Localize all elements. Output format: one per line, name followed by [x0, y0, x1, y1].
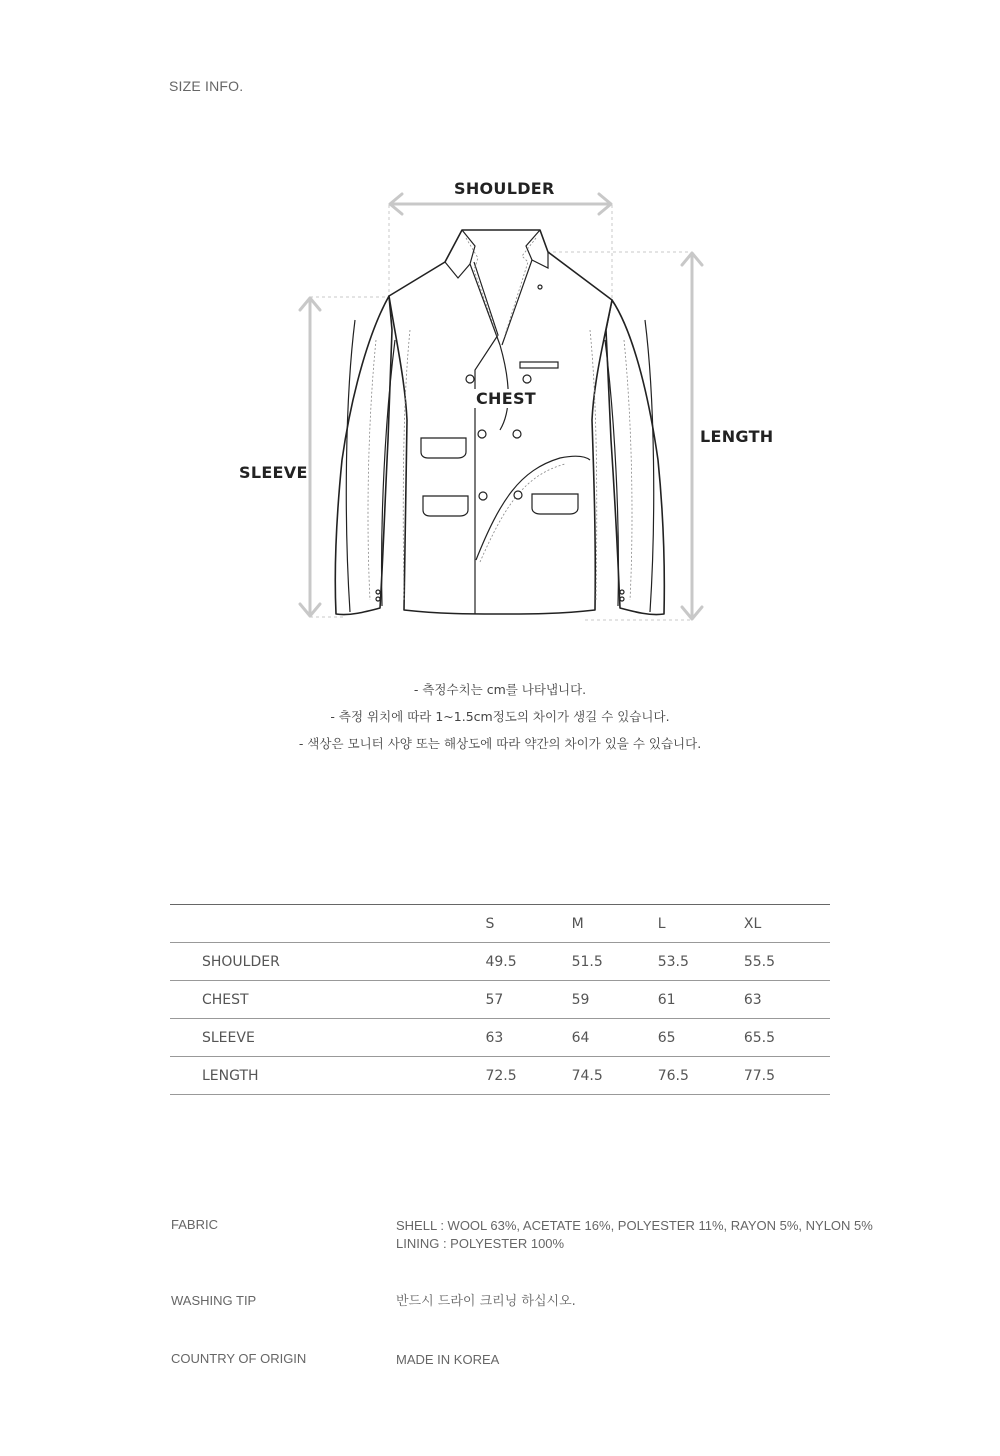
section-title: SIZE INFO.: [169, 78, 244, 94]
table-cell: 61: [658, 981, 744, 1019]
note-line: - 색상은 모니터 사양 또는 해상도에 따라 약간의 차이가 있을 수 있습니다.: [298, 736, 702, 751]
fabric-label: FABRIC: [171, 1217, 218, 1232]
table-cell: 74.5: [572, 1057, 658, 1095]
sleeve-label: SLEEVE: [239, 463, 308, 482]
fabric-shell: SHELL : WOOL 63%, ACETATE 16%, POLYESTER 11%, RAYON 5%, NYLON 5%: [396, 1218, 873, 1233]
table-cell: 49.5: [485, 943, 571, 981]
origin-label: COUNTRY OF ORIGIN: [171, 1351, 307, 1366]
measurement-notes: [0, 681, 1000, 762]
header-cell-size-xl: XL: [744, 905, 830, 943]
fabric-lining: LINING : POLYESTER 100%: [396, 1236, 565, 1251]
table-cell: 53.5: [658, 943, 744, 981]
table-cell: 59: [572, 981, 658, 1019]
washing-value: 반드시 드라이 크리닝 하십시오.: [396, 1294, 576, 1309]
table-cell: 63: [744, 981, 830, 1019]
header-cell-size-m: M: [572, 905, 658, 943]
table-cell: 64: [572, 1019, 658, 1057]
row-label: SLEEVE: [170, 1019, 485, 1057]
jacket-outline: [335, 230, 664, 615]
table-cell: 57: [485, 981, 571, 1019]
table-row: [170, 1019, 830, 1057]
table-header-row: [170, 905, 830, 943]
table-cell: 65: [658, 1019, 744, 1057]
row-label: SHOULDER: [170, 943, 485, 981]
fabric-value: [396, 1217, 896, 1253]
origin-value: MADE IN KOREA: [396, 1352, 500, 1367]
table-row: [170, 981, 830, 1019]
row-label: LENGTH: [170, 1057, 485, 1095]
header-cell-size-l: L: [658, 905, 744, 943]
table-cell: 72.5: [485, 1057, 571, 1095]
washing-label: WASHING TIP: [171, 1293, 257, 1308]
chest-label: CHEST: [476, 389, 536, 408]
shoulder-label: SHOULDER: [454, 179, 555, 198]
row-label: CHEST: [170, 981, 485, 1019]
table-cell: 63: [485, 1019, 571, 1057]
table-row: [170, 1057, 830, 1095]
table-cell: 55.5: [744, 943, 830, 981]
table-cell: 51.5: [572, 943, 658, 981]
jacket-size-diagram: [0, 150, 1000, 650]
table-row: [170, 943, 830, 981]
length-label: LENGTH: [700, 427, 774, 446]
table-cell: 76.5: [658, 1057, 744, 1095]
header-cell: [170, 905, 485, 943]
note-line: - 측정수치는 cm를 나타냅니다.: [413, 682, 587, 697]
note-line: - 측정 위치에 따라 1~1.5cm정도의 차이가 생길 수 있습니다.: [330, 709, 670, 724]
table-cell: 65.5: [744, 1019, 830, 1057]
table-cell: 77.5: [744, 1057, 830, 1095]
header-cell-size-s: S: [485, 905, 571, 943]
size-table: [170, 904, 830, 1095]
